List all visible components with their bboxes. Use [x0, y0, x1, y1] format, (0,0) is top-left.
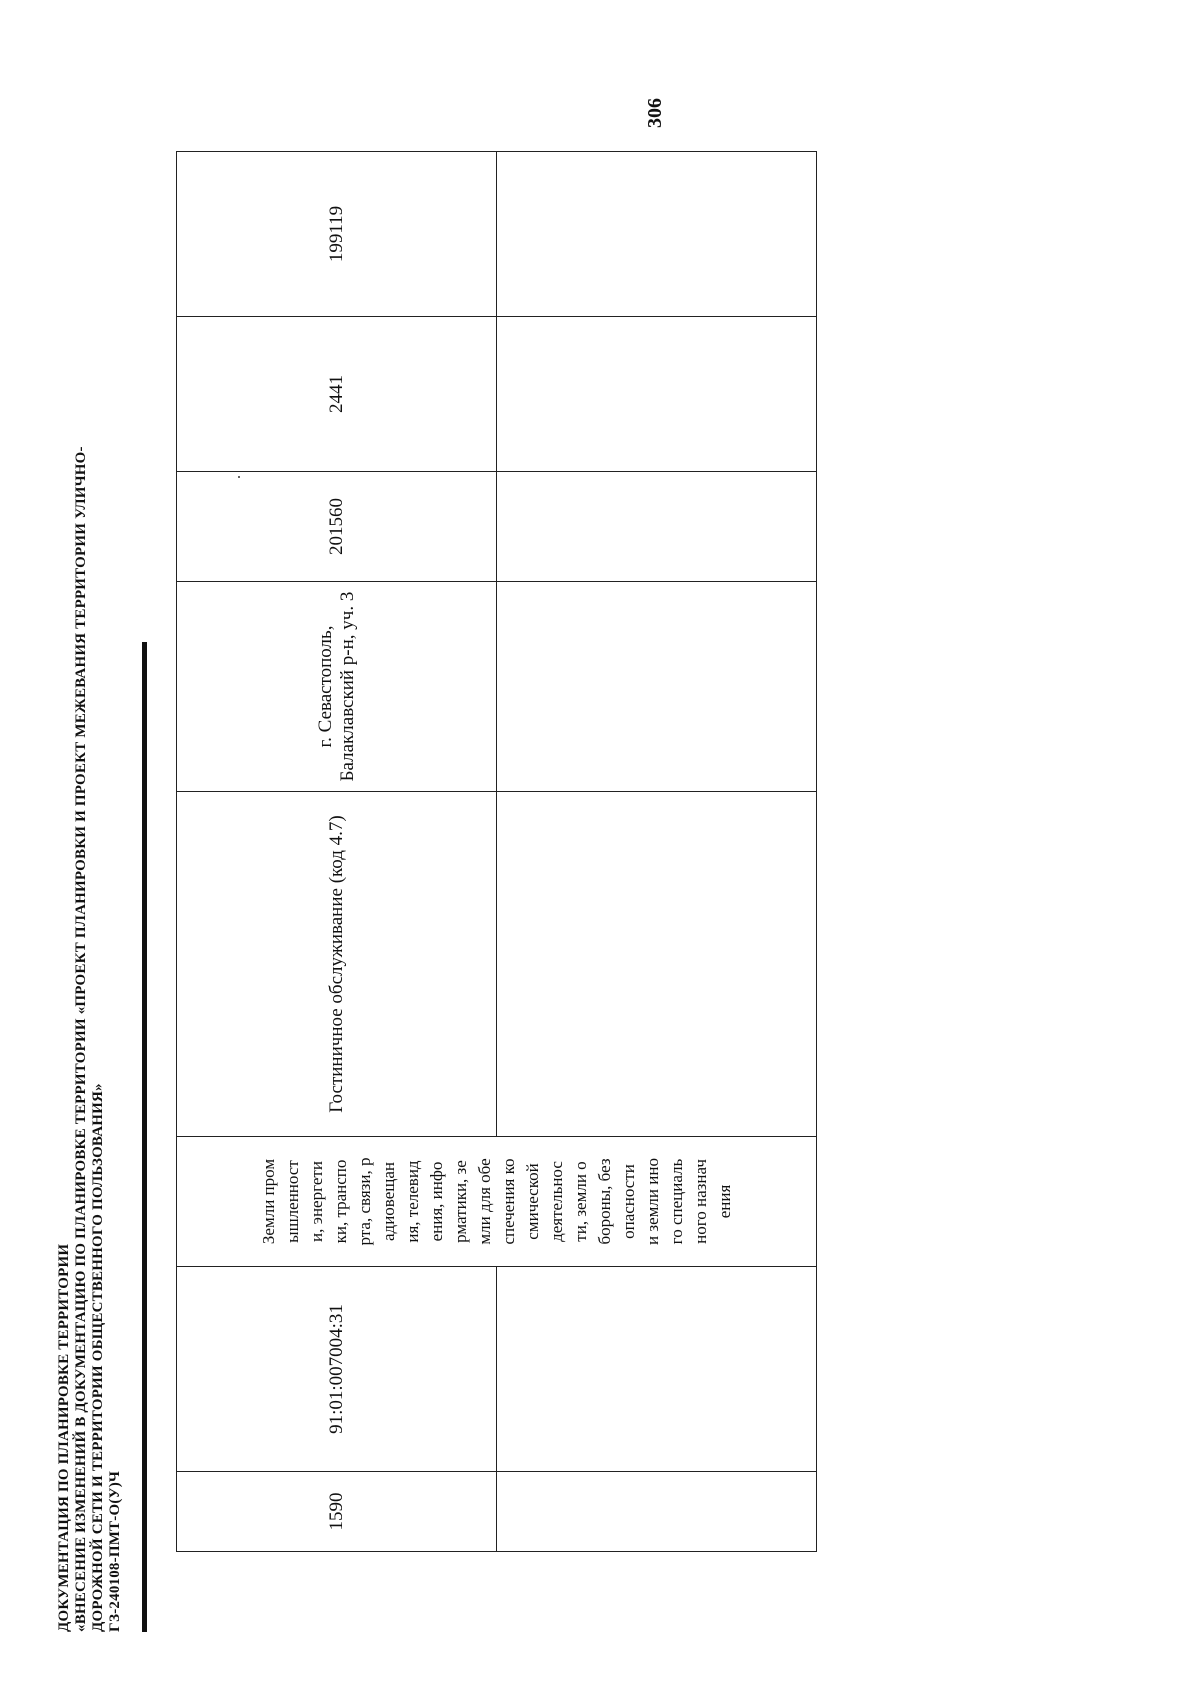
row-number-cell	[177, 1472, 497, 1552]
land-category-cell	[177, 1137, 817, 1267]
land-plot-table	[176, 152, 816, 1552]
area-3-cell	[177, 152, 497, 317]
header-line-1: ДОКУМЕНТАЦИЯ ПО ПЛАНИРОВКЕ ТЕРРИТОРИИ	[56, 1243, 72, 1632]
area-2-cell	[177, 317, 497, 472]
address-cell	[177, 582, 497, 792]
table-row	[497, 152, 817, 1552]
area-1: 201560	[325, 498, 347, 555]
header-line-4: ГЗ-240108-ПМТ-О(У)Ч	[107, 1470, 123, 1632]
table-grid	[176, 151, 817, 1552]
scan-speck	[238, 476, 240, 478]
address: г. Севастополь, Балаклавский р-н, уч. 3	[314, 591, 358, 782]
empty-cell	[497, 317, 817, 472]
empty-cell	[497, 472, 817, 582]
empty-cell	[497, 792, 817, 1137]
header-line-2: «ВНЕСЕНИЕ ИЗМЕНЕНИЙ В ДОКУМЕНТАЦИЮ ПО ПЛАНИРОВКЕ ТЕРРИТОРИИ «ПРОЕКТ ПЛАНИРОВКИ И ПРОЕКТ МЕЖЕВАНИЯ ТЕРРИТОРИИ УЛИЧНО-	[73, 446, 89, 1632]
area-3: 199119	[325, 205, 347, 263]
empty-cell	[497, 1267, 817, 1472]
empty-cell	[497, 582, 817, 792]
page-number: 306	[644, 98, 666, 128]
header-line-3: ДОРОЖНОЙ СЕТИ И ТЕРРИТОРИИ ОБЩЕСТВЕННОГО ПОЛЬЗОВАНИЯ»	[90, 1083, 106, 1632]
land-category: Земли промышленности, энергетики, транспорта, связи, радиовещания, телевидения, информатики, земли для обеспечения космической деятельности, земли обороны, безопасности и земли иного специального назначения	[258, 1157, 734, 1246]
empty-cell	[497, 152, 817, 317]
document-header	[56, 132, 136, 1632]
permitted-use-cell	[177, 792, 497, 1137]
row-number: 1590	[325, 1492, 347, 1531]
area-2: 2441	[325, 375, 347, 413]
cadastral-number: 91:01:007004:31	[325, 1304, 347, 1434]
table-row	[177, 152, 497, 1552]
permitted-use: Гостиничное обслуживание (код 4.7)	[325, 815, 347, 1113]
header-divider	[142, 642, 147, 1632]
cadastral-number-cell	[177, 1267, 497, 1472]
area-1-cell	[177, 472, 497, 582]
empty-cell	[497, 1472, 817, 1552]
